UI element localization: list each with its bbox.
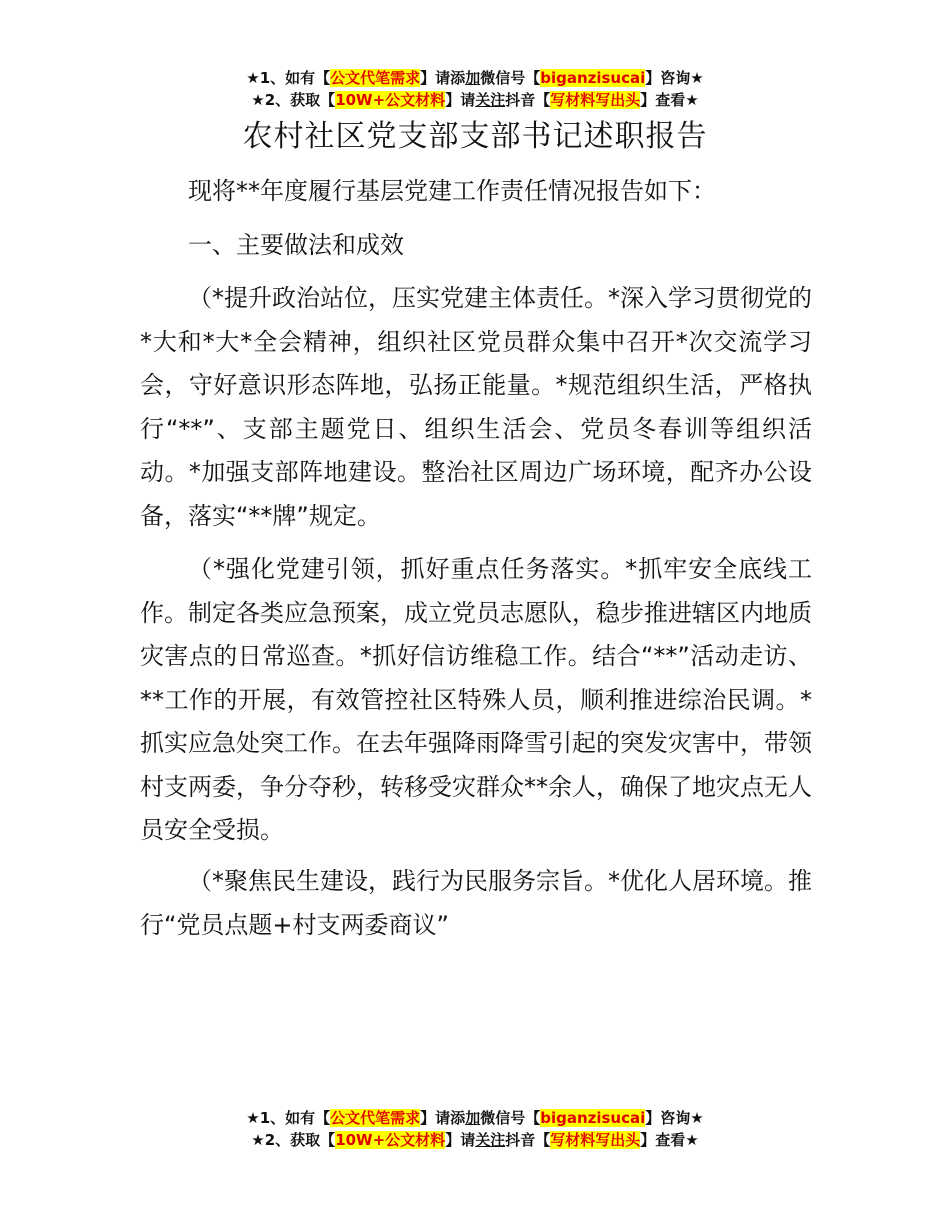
- banner-text: 】请添: [420, 69, 466, 87]
- banner-text: 微信号【: [480, 69, 541, 87]
- highlighted-wechat-id: biganzisucai: [540, 69, 646, 87]
- banner-text: 】请添: [420, 1109, 466, 1127]
- footer-banner-line-1: [0, 1107, 950, 1129]
- banner-text: 抖音【: [505, 91, 551, 109]
- body-paragraph: （*强化党建引领，抓好重点任务落实。*抓牢安全底线工作。制定各类应急预案，成立党员志愿队，稳步推进辖区内地质灾害点的日常巡查。*抓好信访维稳工作。结合“**”活动走访、**工作的开展，有效管控社区特殊人员，顺利推进综治民调。*抓实应急处突工作。在去年强降雨降雪引起的突发灾害中，带领村支两委，争分夺秒，转移受灾群众**余人，确保了地灾点无人员安全受损。: [140, 555, 812, 844]
- highlighted-materials: 10W+公文材料: [335, 1131, 446, 1149]
- banner-text: 】请: [445, 1131, 476, 1149]
- body-paragraph: （*聚焦民生建设，践行为民服务宗旨。*优化人居环境。推行“党员点题+村支两委商议”: [140, 867, 812, 939]
- footer-banner: [0, 1107, 950, 1151]
- banner-text: 】咨询★: [645, 69, 704, 87]
- highlighted-douyin-account: 写材料写出头: [550, 91, 641, 109]
- highlighted-service: 公文代笔需求: [330, 69, 421, 87]
- body-paragraph: （*提升政治站位，压实党建主体责任。*深入学习贯彻党的*大和*大*全会精神，组织社区党员群众集中召开*次交流学习会，守好意识形态阵地，弘扬正能量。*规范组织生活，严格执行“**”、支部主题党日、组织生活会、党员冬春训等组织活动。*加强支部阵地建设。整治社区周边广场环境，配齐办公设备，落实“**牌”规定。: [140, 284, 812, 530]
- banner-text: 】咨询★: [645, 1109, 704, 1127]
- header-banner-line-2: [0, 89, 950, 111]
- banner-text: 抖音【: [505, 1131, 551, 1149]
- banner-text: ★1、如有【: [246, 1109, 331, 1127]
- banner-text: ★1、如有【: [246, 69, 331, 87]
- banner-text: ★2、获取【: [251, 1131, 336, 1149]
- banner-text: 】请: [445, 91, 476, 109]
- banner-text: 关注: [475, 1131, 506, 1149]
- banner-text: 加: [465, 1109, 481, 1127]
- header-banner-line-1: [0, 67, 950, 89]
- banner-text: 微信号【: [480, 1109, 541, 1127]
- banner-text: 】查看★: [640, 91, 699, 109]
- highlighted-douyin-account: 写材料写出头: [550, 1131, 641, 1149]
- footer-banner-line-2: [0, 1129, 950, 1151]
- banner-text: 关注: [475, 91, 506, 109]
- banner-text: 加: [465, 69, 481, 87]
- intro-paragraph: 现将**年度履行基层党建工作责任情况报告如下：: [188, 177, 716, 205]
- document-title: 农村社区党支部支部书记述职报告: [242, 119, 708, 154]
- banner-text: 】查看★: [640, 1131, 699, 1149]
- section-heading: 一、主要做法和成效: [188, 231, 404, 259]
- highlighted-service: 公文代笔需求: [330, 1109, 421, 1127]
- highlighted-materials: 10W+公文材料: [335, 91, 446, 109]
- banner-text: ★2、获取【: [251, 91, 336, 109]
- highlighted-wechat-id: biganzisucai: [540, 1109, 646, 1127]
- header-banner: [0, 67, 950, 111]
